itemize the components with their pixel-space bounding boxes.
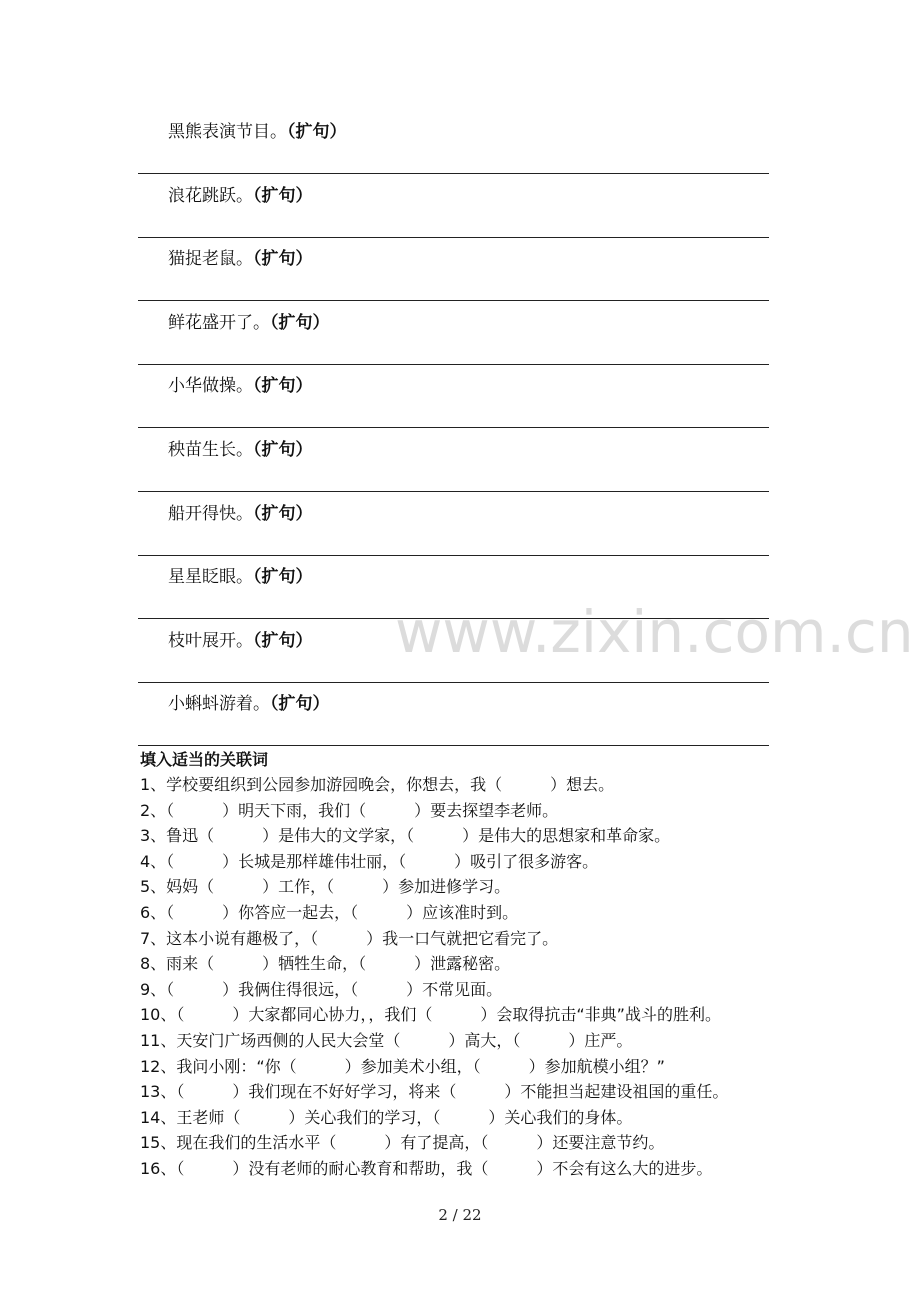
question-item: 3、鲁迅（ ）是伟大的文学家，（ ）是伟大的思想家和革命家。 [140, 826, 671, 846]
question-item: 8、雨来（ ）牺牲生命，（ ）泄露秘密。 [140, 954, 511, 974]
expand-instruction: （扩句） [270, 694, 330, 715]
sentence-text: 鲜花盛开了。 [168, 312, 270, 333]
sentence-text: 星星眨眼。 [168, 567, 253, 588]
question-item: 12、我问小刚：“你（ ）参加美术小组，（ ）参加航模小组？” [140, 1056, 665, 1076]
expansion-sentence [168, 185, 313, 207]
sentence-text: 船开得快。 [168, 503, 253, 524]
sentence-text: 枝叶展开。 [168, 630, 253, 651]
expand-instruction: （扩句） [253, 185, 313, 206]
expansion-sentence [168, 439, 313, 461]
sentence-text: 秧苗生长。 [168, 440, 253, 460]
question-item: 1、学校要组织到公园参加游园晚会，你想去，我（ ）想去。 [140, 775, 615, 794]
expand-instruction: （扩句） [253, 630, 313, 651]
expand-instruction: （扩句） [253, 567, 313, 588]
page-number: 2 / 22 [438, 1206, 482, 1224]
expand-instruction: （扩句） [287, 122, 347, 142]
sentence-text: 黑熊表演节目。 [168, 122, 287, 142]
expand-instruction: （扩句） [270, 312, 330, 333]
expand-instruction: （扩句） [253, 503, 313, 524]
sentence-text: 小华做操。 [168, 376, 253, 397]
answer-line[interactable] [138, 300, 769, 301]
expansion-sentence [168, 121, 347, 143]
question-item: 5、妈妈（ ）工作，（ ）参加进修学习。 [140, 877, 511, 897]
question-item: 11、天安门广场西侧的人民大会堂（ ）高大，（ ）庄严。 [140, 1030, 633, 1050]
question-item: 4、（ ）长城是那样雄伟壮丽，（ ）吸引了很多游客。 [140, 851, 599, 871]
question-item: 6、（ ）你答应一起去，（ ）应该准时到。 [140, 902, 519, 922]
answer-line[interactable] [138, 491, 769, 492]
question-item: 10、（ ）大家都同心协力，，我们（ ）会取得抗击“非典”战斗的胜利。 [140, 1005, 721, 1025]
sentence-text: 小蝌蚪游着。 [168, 694, 270, 715]
expansion-sentence [168, 503, 313, 525]
question-item: 16、（ ）没有老师的耐心教育和帮助，我（ ）不会有这么大的进步。 [140, 1158, 713, 1178]
expansion-sentence [168, 693, 330, 715]
answer-line[interactable] [138, 237, 769, 238]
question-list [140, 772, 820, 1182]
section-title: 填入适当的关联词 [140, 750, 269, 769]
answer-line[interactable] [138, 618, 769, 619]
expansion-sentence [168, 375, 313, 397]
expand-instruction: （扩句） [253, 249, 313, 270]
expansion-sentence [168, 566, 313, 588]
question-item: 2、（ ）明天下雨，我们（ ）要去探望李老师。 [140, 800, 559, 820]
expand-instruction: （扩句） [253, 376, 313, 397]
expansion-sentence [168, 312, 330, 334]
expand-instruction: （扩句） [253, 440, 313, 460]
answer-line[interactable] [138, 745, 769, 746]
answer-line[interactable] [138, 173, 769, 174]
sentence-text: 猫捉老鼠。 [168, 249, 253, 270]
question-item: 14、王老师（ ）关心我们的学习，（ ）关心我们的身体。 [140, 1107, 633, 1127]
question-item: 13、（ ）我们现在不好好学习，将来（ ）不能担当起建设祖国的重任。 [140, 1082, 729, 1102]
watermark: www.zixin.com.cn [395, 598, 914, 666]
question-item: 7、这本小说有趣极了，（ ）我一口气就把它看完了。 [140, 928, 559, 948]
answer-line[interactable] [138, 555, 769, 556]
expansion-sentence [168, 630, 313, 652]
expansion-sentence [168, 248, 313, 270]
sentence-text: 浪花跳跃。 [168, 185, 253, 206]
question-item: 9、（ ）我俩住得很远，（ ）不常见面。 [140, 979, 503, 999]
answer-line[interactable] [138, 682, 769, 683]
answer-line[interactable] [138, 364, 769, 365]
question-item: 15、现在我们的生活水平（ ）有了提高，（ ）还要注意节约。 [140, 1133, 665, 1153]
answer-line[interactable] [138, 427, 769, 428]
